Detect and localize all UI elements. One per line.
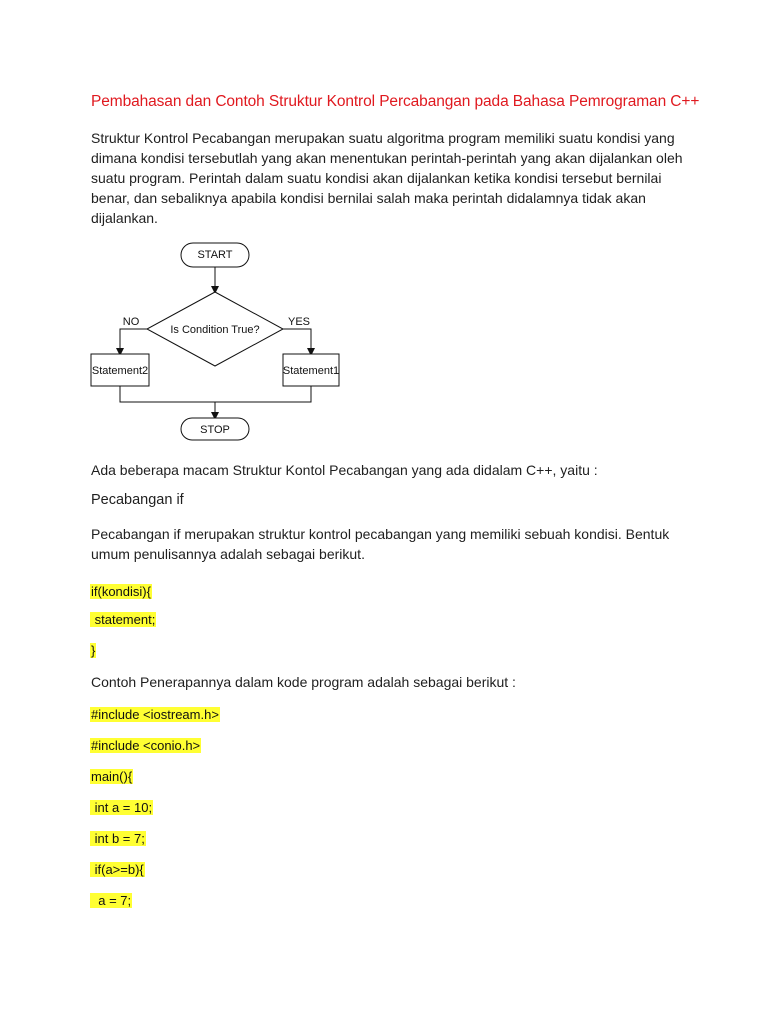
stop-label: STOP xyxy=(200,424,230,436)
no-label: NO xyxy=(122,316,140,328)
intro-paragraph: Struktur Kontrol Pecabangan merupakan suatu algoritma program memiliki suatu kondisi yang dimana kondisi tersebutlah yang akan menentukan perintah-perintah yang akan dijalankan oleh suatu program. Perintah dalam suatu kondisi akan dijalankan ketika kondisi tersebut bernilai benar, dan sebaliknya apabila kondisi bernilai salah maka perintah didalamnya tidak akan dijalankan. xyxy=(91,130,683,226)
syntax-line-text: } xyxy=(91,643,96,658)
flow-line-yes xyxy=(283,329,311,352)
code-line-text: #include <iostream.h> xyxy=(91,707,219,722)
code-line xyxy=(90,706,220,723)
code-line xyxy=(90,892,132,909)
if-description-paragraph: Pecabangan if merupakan struktur kontrol pecabangan yang memiliki sebuah kondisi. Bentuk umum penulisannya adalah sebagai berikut. xyxy=(91,526,670,562)
code-line-text: a = 7; xyxy=(91,893,132,908)
flowchart-diagram xyxy=(88,238,358,448)
code-line xyxy=(90,737,201,754)
code-line-text: main(){ xyxy=(91,769,133,784)
statement2-label: Statement2 xyxy=(91,365,149,377)
syntax-line-text: if(kondisi){ xyxy=(91,584,151,599)
example-intro-text: Contoh Penerapannya dalam kode program adalah sebagai berikut : xyxy=(91,674,516,690)
syntax-line-text: statement; xyxy=(91,612,156,627)
code-line xyxy=(90,861,145,878)
decision-label: Is Condition True? xyxy=(170,324,260,336)
syntax-line xyxy=(90,642,96,659)
flow-line-merge xyxy=(120,386,311,402)
start-label: START xyxy=(197,249,233,261)
code-line xyxy=(90,830,146,847)
section-heading-if: Pecabangan if xyxy=(91,492,184,508)
code-line-text: #include <conio.h> xyxy=(91,738,201,753)
syntax-line xyxy=(90,611,156,628)
yes-label: YES xyxy=(287,316,311,328)
document-title: Pembahasan dan Contoh Struktur Kontrol Percabangan pada Bahasa Pemrograman C++ xyxy=(91,93,700,110)
statement1-label: Statement1 xyxy=(282,365,340,377)
types-intro-text: Ada beberapa macam Struktur Kontol Pecabangan yang ada didalam C++, yaitu : xyxy=(91,462,598,478)
code-line xyxy=(90,768,133,785)
code-line-text: int b = 7; xyxy=(91,831,145,846)
code-line-text: if(a>=b){ xyxy=(91,862,144,877)
syntax-line xyxy=(90,583,152,600)
code-line-text: int a = 10; xyxy=(91,800,153,815)
code-line xyxy=(90,799,153,816)
flow-line-no xyxy=(120,329,147,352)
